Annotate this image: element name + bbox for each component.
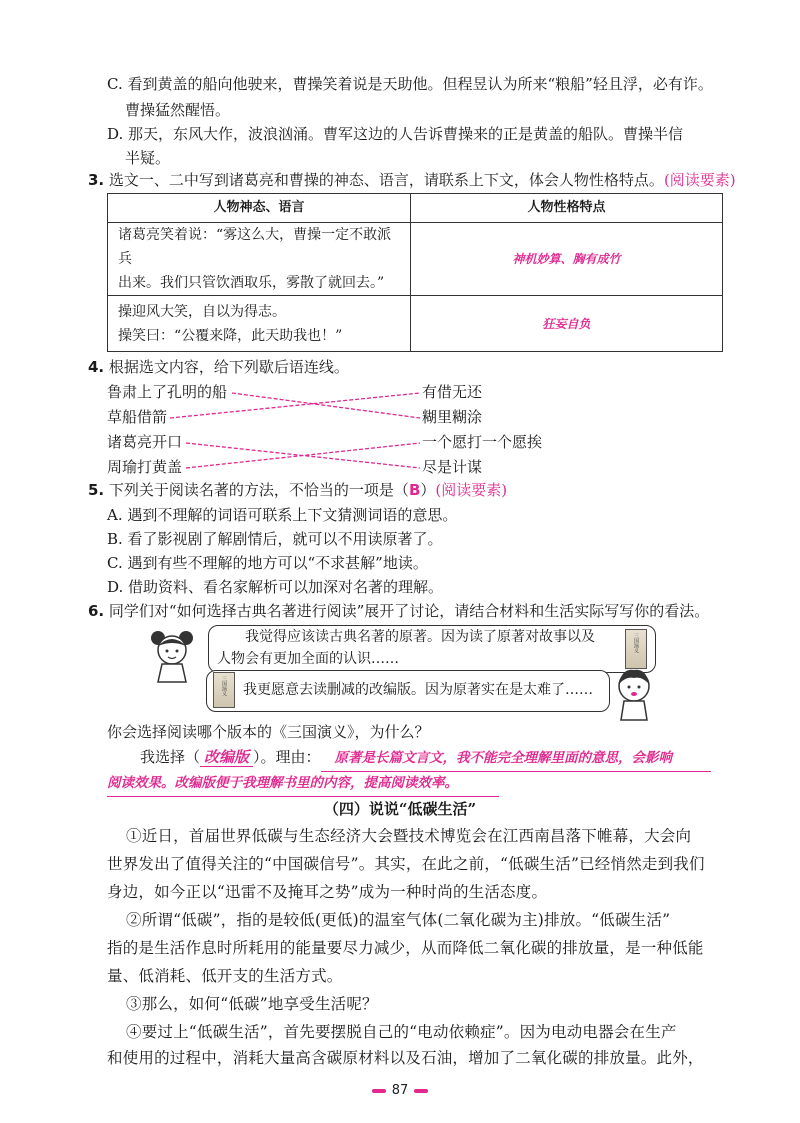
q5-tag: (阅读要素) <box>435 481 508 499</box>
bubble1-line1: 我觉得应该读古典名著的原著。因为读了原著对故事以及 <box>245 629 595 645</box>
section4-p1-line2: 世界发出了值得关注的“中国碳信号”。其实，在此之前，“低碳生活”已经悄然走到我们 <box>107 855 705 873</box>
q6-prompt <box>88 599 709 624</box>
section4-p3: ③那么，如何“低碳”地享受生活呢？ <box>126 995 378 1013</box>
q3-row2-line2: 操笑曰：“公覆来降，此天助我也！” <box>118 327 343 344</box>
q2-option-d-line1: D. 那天，东风大作，波浪汹涌。曹军这边的人告诉曹操来的正是黄盖的船队。曹操半信 <box>107 125 684 143</box>
bubble1-line2: 人物会有更加全面的认识…… <box>217 651 399 667</box>
section4-p4-line2: 和使用的过程中，消耗大量高含碳原材料以及石油，增加了二氧化碳的排放量。此外， <box>107 1049 704 1067</box>
book-adapted-label: 三国演义 <box>221 676 227 696</box>
q3-row1-line1: 诸葛亮笑着说：“雾这么大，曹操一定不敢派兵 <box>118 227 392 267</box>
section4-title: （四）说说“低碳生活” <box>323 800 477 818</box>
q4-right-3: 一个愿打一个愿挨 <box>422 433 543 451</box>
q6-number: 6. <box>88 602 105 620</box>
q4-link-1 <box>232 393 420 418</box>
q4-connection-lines[interactable] <box>0 0 800 500</box>
q6-question: 你会选择阅读哪个版本的《三国演义》，为什么？ <box>107 723 430 741</box>
q2-option-d-line2: 半疑。 <box>125 149 171 167</box>
speech-bubble-original <box>208 625 656 673</box>
q3-text: 选文一、二中写到诸葛亮和曹操的神态、语言，请联系上下文，体会人物性格特点。 <box>108 171 664 189</box>
footer-right-bar <box>414 1089 428 1093</box>
section4-p1-line1: ①近日，首届世界低碳与生态经济大会暨技术博览会在江西南昌落下帷幕，大会向 <box>126 827 692 845</box>
q2-option-c-line1: C. 看到黄盖的船向他驶来，曹操笑着说是天助他。但程昱认为所来“粮船”轻且浮，必有诈。 <box>107 75 713 93</box>
q3-row2-line1: 操迎风大笑，自以为得志。 <box>118 303 286 320</box>
boy-avatar <box>612 666 656 722</box>
girl-avatar <box>150 628 194 684</box>
section4-p2-line1: ②所谓“低碳”，指的是较低(更低)的温室气体(二氧化碳为主)排放。“低碳生活” <box>126 911 671 929</box>
page-number: 87 <box>391 1083 409 1098</box>
q6-choose-answer[interactable]: 改编版 <box>200 748 253 767</box>
q5-answer[interactable]: B <box>408 481 421 499</box>
q6-reason-line2-wrap <box>107 770 499 797</box>
q3-header-expression: 人物神态、语言 <box>108 194 411 223</box>
q4-left-3: 诸葛亮开口 <box>107 433 183 451</box>
q5-text-after: ） <box>420 481 436 499</box>
q4-left-2: 草船借箭 <box>107 408 168 426</box>
q3-row2-answer: 狂妄自负 <box>542 316 591 331</box>
q5-text-before: 下列关于阅读名著的方法，不恰当的一项是（ <box>108 481 409 499</box>
q4-right-2: 糊里糊涂 <box>422 408 483 426</box>
q4-right-1: 有借无还 <box>422 383 483 401</box>
q6-reason-line1[interactable]: 原著是长篇文言文，我不能完全理解里面的意思，会影响 <box>321 746 711 772</box>
q5-option-b: B. 看了影视剧了解剧情后，就可以不用读原著了。 <box>107 530 443 548</box>
section4-p2-line3: 量、低消耗、低开支的生活方式。 <box>107 967 343 985</box>
bubble2-text: 我更愿意去读删减的改编版。因为原著实在是太难了…… <box>243 682 593 698</box>
q5-option-c: C. 遇到有些不理解的地方可以“不求甚解”地读。 <box>107 554 428 572</box>
q4-number: 4. <box>88 358 105 376</box>
section4-p2-line2: 指的是生活作息时所耗用的能量要尽力减少，从而降低二氧化碳的排放量，是一种低能 <box>107 939 704 957</box>
q4-text: 根据选文内容，给下列歇后语连线。 <box>108 358 349 376</box>
book-adapted-icon <box>213 672 235 708</box>
q5-prompt <box>88 478 507 503</box>
q5-option-a: A. 遇到不理解的词语可联系上下文猜测词语的意思。 <box>107 506 458 524</box>
speech-bubble-adapted <box>206 670 610 712</box>
q5-number: 5. <box>88 481 105 499</box>
q4-left-1: 鲁肃上了孔明的船 <box>107 383 228 401</box>
q6-choose-suffix: ）。理由： <box>253 748 321 766</box>
q3-number: 3. <box>88 171 105 189</box>
page-footer <box>0 1078 800 1103</box>
q4-link-2 <box>170 393 420 418</box>
section4-p1-line3: 身边，如今正以“迅雷不及掩耳之势”成为一种时尚的生活态度。 <box>107 883 548 901</box>
book-original-icon <box>625 629 647 669</box>
q4-left-4: 周瑜打黄盖 <box>107 458 183 476</box>
q5-option-d: D. 借助资料、看名家解析可以加深对名著的理解。 <box>107 578 444 596</box>
q4-right-4: 尽是计谋 <box>422 458 483 476</box>
book-original-label: 三国演义 <box>633 633 639 653</box>
q6-text: 同学们对“如何选择古典名著进行阅读”展开了讨论，请结合材料和生活实际写写你的看法。 <box>108 602 710 620</box>
section4-p4-line1: ④要过上“低碳生活”，首先要摆脱自己的“电动依赖症”。因为电动电器会在生产 <box>126 1023 677 1041</box>
q6-choose-prefix: 我选择（ <box>140 748 201 766</box>
q3-row1-line2: 出来。我们只管饮酒取乐，雾散了就回去。” <box>118 275 385 291</box>
q6-reason-line2[interactable]: 阅读效果。改编版便于我理解书里的内容，提高阅读效率。 <box>107 771 499 797</box>
q6-choice-line <box>140 745 711 772</box>
q3-row1-answer: 神机妙算、胸有成竹 <box>512 252 621 266</box>
q2-option-c-line2: 曹操猛然醒悟。 <box>125 101 231 119</box>
q3-tag: (阅读要素) <box>663 171 736 189</box>
q3-header-traits: 人物性格特点 <box>411 194 723 223</box>
footer-left-bar <box>372 1089 386 1093</box>
